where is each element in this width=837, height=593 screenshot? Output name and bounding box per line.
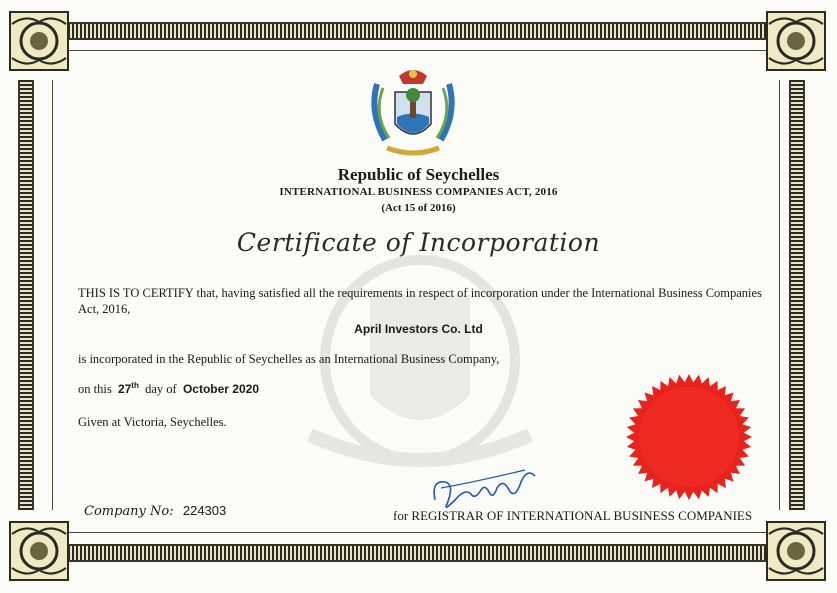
company-number-label: Company No: (84, 504, 174, 519)
company-number (84, 503, 226, 519)
date-line (78, 381, 259, 397)
day-suffix: th (131, 381, 139, 390)
month-year-value: October 2020 (182, 382, 259, 397)
inner-top-line (60, 50, 775, 51)
left-border (18, 80, 34, 510)
company-number-value: 224303 (182, 503, 227, 518)
corner-ornament-icon (765, 10, 827, 72)
on-this-text: on this (78, 382, 112, 397)
coat-of-arms-icon (363, 62, 463, 162)
inner-left-line (52, 80, 53, 510)
inner-bottom-line (60, 532, 775, 533)
incorporation-statement: is incorporated in the Republic of Seychelles as an International Business Company, (78, 352, 500, 366)
corner-ornament-icon (8, 10, 70, 72)
day-value: 27 (117, 382, 132, 397)
registrar-line: for REGISTRAR OF INTERNATIONAL BUSINESS COMPANIES (393, 508, 753, 523)
day-of-text: day of (145, 382, 177, 397)
top-border (60, 22, 775, 40)
bottom-border (60, 544, 775, 562)
right-border (789, 80, 805, 510)
registrar-signature-icon (425, 460, 545, 510)
given-at-text: Given at Victoria, Seychelles. (78, 415, 227, 429)
company-name: April Investors Co. Ltd (354, 322, 483, 336)
certificate-title: Certificate of Incorporation (236, 228, 601, 257)
act-number: (Act 15 of 2016) (381, 202, 456, 214)
corner-ornament-icon (765, 520, 827, 582)
republic-heading: Republic of Seychelles (337, 165, 500, 184)
act-heading: INTERNATIONAL BUSINESS COMPANIES ACT, 2016 (279, 186, 558, 198)
red-seal-icon (624, 372, 754, 502)
inner-right-line (779, 80, 780, 510)
certify-paragraph: THIS IS TO CERTIFY that, having satisfied all the requirements in respect of incorporation under the International Business Companies Act, 2016, (78, 286, 762, 316)
corner-ornament-icon (8, 520, 70, 582)
